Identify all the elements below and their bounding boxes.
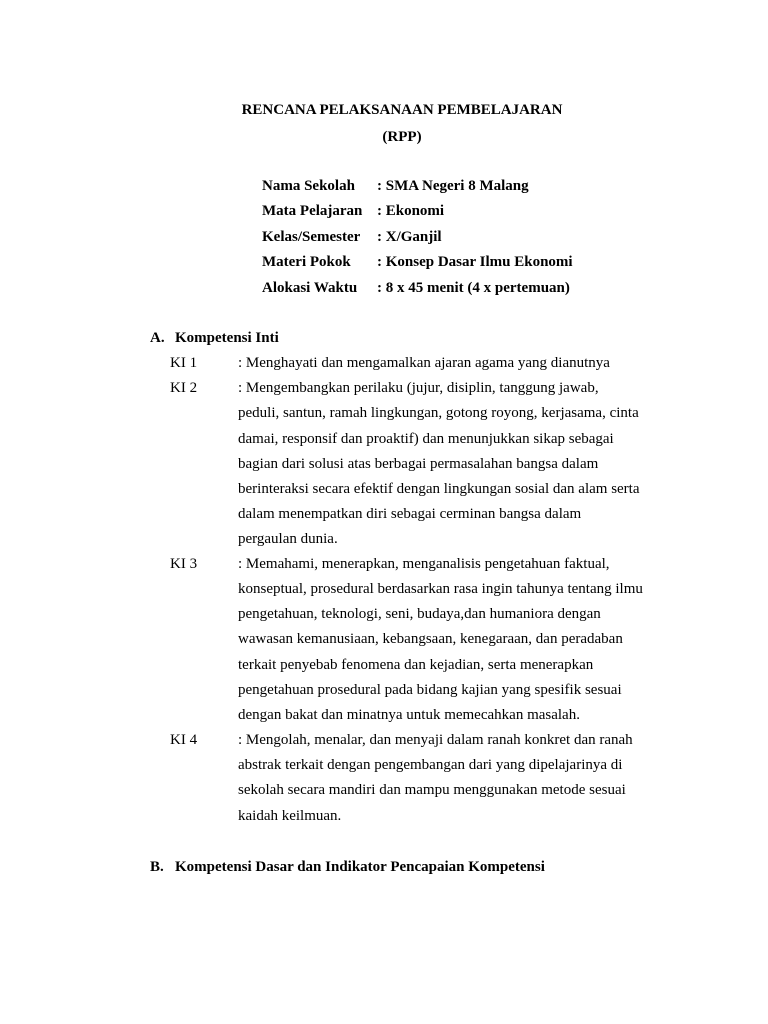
ki2-line: peduli, santun, ramah lingkungan, gotong royong, kerjasama, cinta — [238, 405, 639, 421]
section-b-title: Kompetensi Dasar dan Indikator Pencapaian Kompetensi — [175, 859, 545, 875]
ki1-code: KI 1 — [170, 355, 198, 371]
identity-value-school: : SMA Negeri 8 Malang — [377, 178, 529, 194]
section-b-letter: B. — [150, 859, 164, 875]
ki4-line: sekolah secara mandiri dan mampu menggunakan metode sesuai — [238, 782, 626, 798]
document-subtitle: (RPP) — [382, 129, 422, 145]
ki3-line: konseptual, prosedural berdasarkan rasa ingin tahunya tentang ilmu — [238, 581, 643, 597]
ki2-line: dalam menempatkan diri sebagai cerminan bangsa dalam — [238, 506, 582, 522]
ki1-line: : Menghayati dan mengamalkan ajaran agama yang dianutnya — [238, 355, 610, 371]
document-title: RENCANA PELAKSANAAN PEMBELAJARAN — [241, 102, 563, 118]
ki2-line: damai, responsif dan proaktif) dan menunjukkan sikap sebagai — [238, 431, 614, 447]
identity-label-topic: Materi Pokok — [262, 254, 351, 270]
ki2-line: : Mengembangkan perilaku (jujur, disiplin, tanggung jawab, — [238, 380, 599, 396]
ki3-line: dengan bakat dan minatnya untuk memecahkan masalah. — [238, 707, 580, 723]
ki2-line: berinteraksi secara efektif dengan lingkungan sosial dan alam serta — [238, 481, 640, 497]
identity-value-subject: : Ekonomi — [377, 203, 445, 219]
ki2-line: pergaulan dunia. — [238, 531, 338, 547]
ki3-line: terkait penyebab fenomena dan kejadian, serta menerapkan — [238, 657, 594, 673]
ki2-line: bagian dari solusi atas berbagai permasalahan bangsa dalam — [238, 456, 599, 472]
ki4-line: : Mengolah, menalar, dan menyaji dalam ranah konkret dan ranah — [238, 732, 633, 748]
ki3-line: : Memahami, menerapkan, menganalisis pengetahuan faktual, — [238, 556, 610, 572]
section-a-title: Kompetensi Inti — [175, 330, 279, 346]
identity-value-class: : X/Ganjil — [377, 229, 442, 245]
identity-value-topic: : Konsep Dasar Ilmu Ekonomi — [377, 254, 573, 270]
ki4-line: kaidah keilmuan. — [238, 808, 342, 824]
identity-value-time: : 8 x 45 menit (4 x pertemuan) — [377, 280, 570, 296]
ki4-line: abstrak terkait dengan pengembangan dari yang dipelajarinya di — [238, 757, 623, 773]
identity-label-class: Kelas/Semester — [262, 229, 361, 245]
ki3-line: wawasan kemanusiaan, kebangsaan, kenegaraan, dan peradaban — [238, 631, 623, 647]
identity-label-time: Alokasi Waktu — [262, 280, 358, 296]
identity-label-subject: Mata Pelajaran — [262, 203, 363, 219]
ki3-line: pengetahuan prosedural pada bidang kajian yang spesifik sesuai — [238, 682, 622, 698]
section-a-letter: A. — [150, 330, 165, 346]
ki3-code: KI 3 — [170, 556, 198, 572]
identity-label-school: Nama Sekolah — [262, 178, 355, 194]
ki3-line: pengetahuan, teknologi, seni, budaya,dan humaniora dengan — [238, 606, 601, 622]
ki4-code: KI 4 — [170, 732, 198, 748]
ki2-code: KI 2 — [170, 380, 198, 396]
